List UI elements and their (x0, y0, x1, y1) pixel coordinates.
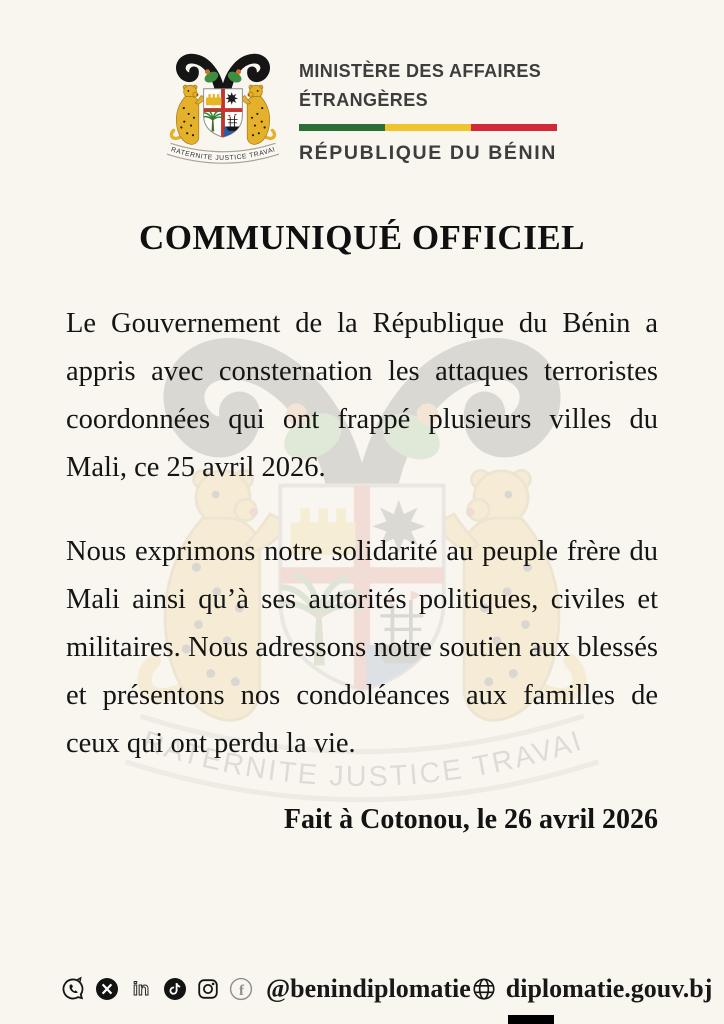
paragraph-2: Nous exprimons notre solidarité au peuple frère du Mali ainsi qu’à ses autorités politiques, civiles et militaires. Nous adressons notre soutien aux blessés et présentons nos condoléances aux familles de ceux qui ont perdu la vie. (66, 536, 658, 759)
social-group (60, 974, 471, 1004)
ministry-name-line1: MINISTÈRE DES AFFAIRES (299, 61, 542, 82)
page-title: COMMUNIQUÉ OFFICIEL (138, 218, 586, 257)
flag-red-segment (471, 124, 557, 131)
website-group (471, 974, 713, 1004)
svg-text:f: f (239, 983, 244, 999)
whatsapp-icon[interactable] (60, 976, 86, 1002)
tiktok-icon[interactable] (163, 977, 187, 1001)
svg-text:in: in (132, 977, 150, 999)
ministry-name (299, 57, 565, 115)
benin-flag-bar (299, 124, 557, 131)
benin-coat-of-arms (159, 50, 287, 172)
linkedin-icon[interactable] (128, 976, 154, 1002)
globe-icon (471, 976, 497, 1002)
website-url[interactable]: diplomatie.gouv.bj (505, 974, 713, 1003)
republic-label: RÉPUBLIQUE DU BÉNIN (299, 141, 557, 164)
flag-yellow-segment (385, 124, 471, 131)
paragraph-1: Le Gouvernement de la République du Bénin a appris avec consternation les attaques terroristes coordonnées qui ont frappé plusieurs villes du Mali, ce 25 avril 2026. (66, 308, 658, 483)
footer-flag-line (60, 960, 670, 965)
ministry-name-line2: ÉTRANGÈRES (299, 90, 429, 110)
header (0, 0, 724, 172)
social-handle[interactable]: @benindiplomatie (266, 974, 471, 1003)
dateline: Fait à Cotonou, le 26 avril 2026 (283, 804, 658, 835)
instagram-icon[interactable] (196, 977, 220, 1001)
x-icon[interactable] (95, 977, 119, 1001)
flag-green-segment (299, 124, 385, 131)
footer (60, 974, 713, 1004)
communique-body (66, 300, 658, 768)
header-text (299, 57, 565, 165)
facebook-icon[interactable] (229, 977, 253, 1001)
cropped-black-bar (508, 1015, 554, 1024)
